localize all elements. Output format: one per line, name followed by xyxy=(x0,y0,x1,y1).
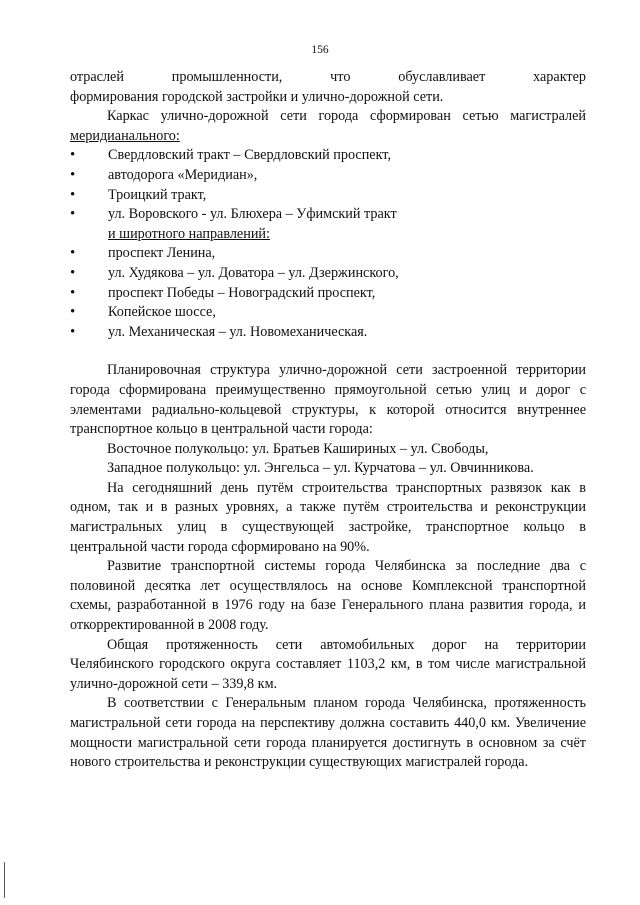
list-item: • ул. Механическая – ул. Новомеханическая. xyxy=(70,323,586,343)
list-item: • ул. Воровского - ул. Блюхера – Уфимский тракт xyxy=(70,205,586,225)
paragraph-transport-development: Развитие транспортной системы города Челябинска за последние два с половиной десятка лет осуществлялось на основе Комплексной транспортной схемы, разработанной в 1976 году на базе Генерального плана развития города, и откорректированной в 2008 году. xyxy=(70,558,586,634)
paragraph-ring-progress: На сегодняшний день путём строительства транспортных развязок как в одном, так и в разных уровнях, а также путём строительства и реконструкции магистральных улиц в существующей застройке, транспортное кольцо в центральной части города сформировано на 90%. xyxy=(70,479,586,555)
paragraph-eastern-semiring: Восточное полукольцо: ул. Братьев Кашириных – ул. Свободы, xyxy=(107,440,489,457)
page-content xyxy=(70,68,586,773)
list-item: • проспект Победы – Новоградский проспект, xyxy=(70,284,586,304)
paragraph-continuation-end: формирования городской застройки и улично-дорожной сети. xyxy=(70,88,444,105)
meridional-heading xyxy=(70,127,586,147)
meridional-label: меридианального: xyxy=(70,127,180,144)
list-item: • проспект Ленина, xyxy=(70,244,586,264)
paragraph-general-plan: В соответствии с Генеральным планом города Челябинска, протяженность магистральной сети города на перспективу должна составить 440,0 км. Увеличение мощности магистральной сети города планируется достигнуть в основном за счёт нового строительства и реконструкции существующих магистралей города. xyxy=(70,695,586,771)
latitudinal-list xyxy=(70,244,586,342)
blank-line xyxy=(70,342,586,361)
latitudinal-label: и широтного направлений: xyxy=(108,225,270,242)
paragraph-western-semiring: Западное полукольцо: ул. Энгельса – ул. Курчатова – ул. Овчинникова. xyxy=(107,460,534,477)
list-item: • ул. Худякова – ул. Доватора – ул. Дзержинского, xyxy=(70,264,586,284)
list-item: • автодорога «Меридиан», xyxy=(70,166,586,186)
latitudinal-heading xyxy=(70,225,586,245)
paragraph-framework xyxy=(70,107,586,127)
paragraph-continuation-line: отраслей промышленности, что обуславливает характер xyxy=(70,69,586,85)
page-number: 156 xyxy=(311,44,329,56)
list-item: • Троицкий тракт, xyxy=(70,186,586,206)
scan-edge-line xyxy=(4,862,5,898)
list-item: • Свердловский тракт – Свердловский проспект, xyxy=(70,146,586,166)
meridional-list xyxy=(70,146,586,224)
list-item: • Копейское шоссе, xyxy=(70,303,586,323)
paragraph-planning-structure: Планировочная структура улично-дорожной сети застроенной территории города сформирована преимущественно прямоугольной сетью улиц и дорог с элементами радиально-кольцевой структуры, к которой относится внутреннее транспортное кольцо в центральной части города: xyxy=(70,362,586,438)
framework-text: Каркас улично-дорожной сети города сформирован сетью магистралей xyxy=(107,108,586,125)
paragraph-road-length: Общая протяженность сети автомобильных дорог на территории Челябинского городского округа составляет 1103,2 км, в том числе магистральной улично-дорожной сети – 339,8 км. xyxy=(70,636,586,692)
